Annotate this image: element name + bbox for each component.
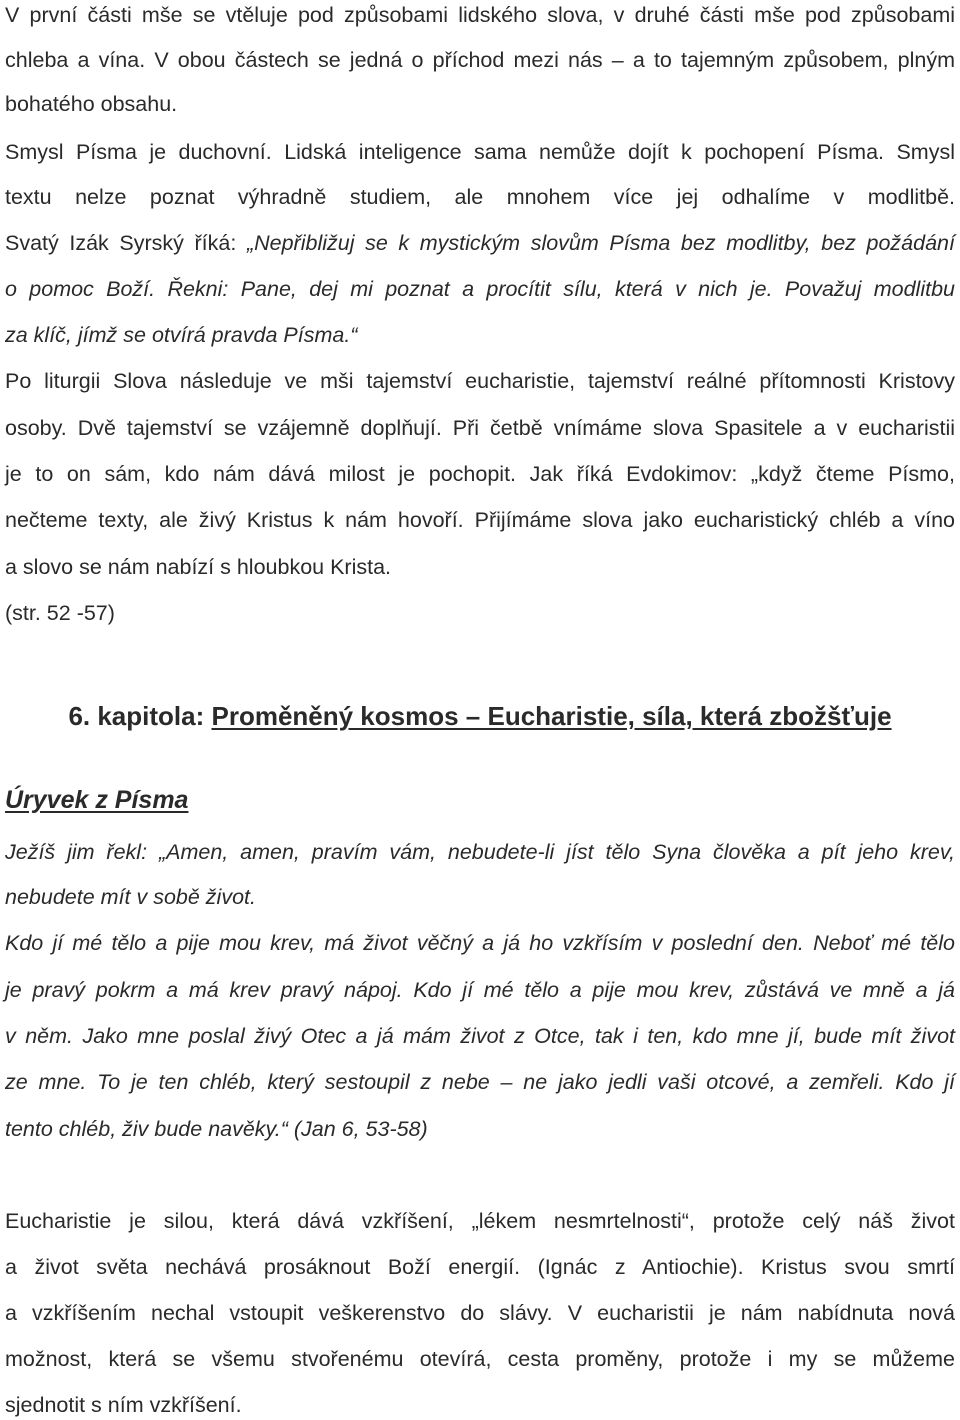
closing-line-2: a život světa nechává prosáknout Boží energií. (Ignác z Antiochie). Kristus svou smrtí bbox=[5, 1255, 955, 1279]
excerpt-line-2: nebudete mít v sobě život. bbox=[5, 885, 256, 909]
quote-line-1 bbox=[5, 228, 955, 258]
excerpt-line-1: Ježíš jim řekl: „Amen, amen, pravím vám, nebudete-li jíst tělo Syna člověka a pít jeho krev, bbox=[5, 840, 955, 864]
page-reference: (str. 52 -57) bbox=[5, 601, 115, 625]
intro-line-2: chleba a vína. V obou částech se jedná o příchod mezi nás – a to tajemným způsobem, plným bbox=[5, 48, 955, 72]
closing-line-5: sjednotit s ním vzkříšení. bbox=[5, 1393, 242, 1417]
liturgy-line-3: je to on sám, kdo nám dává milost je pochopit. Jak říká Evdokimov: „když čteme Písmo, bbox=[5, 462, 955, 486]
intro-line-4: Smysl Písma je duchovní. Lidská inteligence sama nemůže dojít k pochopení Písma. Smysl bbox=[5, 140, 955, 164]
quote-attribution: Svatý Izák Syrský říká: bbox=[5, 231, 247, 255]
quote-line-2: o pomoc Boží. Řekni: Pane, dej mi poznat a procítit sílu, která v nich je. Považuj modlitbu bbox=[5, 277, 955, 301]
quote-italic-start: „Nepřibližuj se k mystickým slovům Písma bez modlitby, bez požádání bbox=[246, 231, 955, 255]
intro-line-3: bohatého obsahu. bbox=[5, 92, 178, 116]
excerpt-heading: Úryvek z Písma bbox=[5, 786, 189, 814]
chapter-heading bbox=[0, 699, 960, 733]
excerpt-line-5: v něm. Jako mne poslal živý Otec a já mám život z Otce, tak i ten, kdo mne jí, bude mít život bbox=[5, 1024, 955, 1048]
closing-line-4: možnost, která se všemu stvořenému otevírá, cesta proměny, protože i my se můžeme bbox=[5, 1347, 955, 1371]
closing-line-3: a vzkříšením nechal vstoupit veškerenstvo do slávy. V eucharistii je nám nabídnuta nová bbox=[5, 1301, 955, 1325]
closing-line-1: Eucharistie je silou, která dává vzkříšení, „lékem nesmrtelnosti“, protože celý náš život bbox=[5, 1209, 955, 1233]
quote-line-3: za klíč, jímž se otvírá pravda Písma.“ bbox=[5, 323, 358, 347]
liturgy-line-5: a slovo se nám nabízí s hloubkou Krista. bbox=[5, 555, 392, 579]
chapter-number: 6. kapitola: bbox=[68, 701, 212, 731]
liturgy-line-4: nečteme texty, ale živý Kristus k nám hovoří. Přijímáme slova jako eucharistický chléb a víno bbox=[5, 508, 955, 532]
liturgy-line-2: osoby. Dvě tajemství se vzájemně doplňují. Při četbě vnímáme slova Spasitele a v eucharistii bbox=[5, 416, 955, 440]
intro-line-5: textu nelze poznat výhradně studiem, ale mnohem více jej odhalíme v modlitbě. bbox=[5, 185, 955, 209]
liturgy-line-1: Po liturgii Slova následuje ve mši tajemství eucharistie, tajemství reálné přítomnosti Kristovy bbox=[5, 369, 955, 393]
excerpt-line-6: ze mne. To je ten chléb, který sestoupil z nebe – ne jako jedli vaši otcové, a zemřeli. Kdo jí bbox=[5, 1070, 955, 1094]
excerpt-line-7: tento chléb, živ bude navěky.“ (Jan 6, 53-58) bbox=[5, 1117, 428, 1141]
chapter-title: Proměněný kosmos – Eucharistie, síla, která zbožšťuje bbox=[211, 701, 892, 731]
intro-line-1: V první části mše se vtěluje pod způsobami lidského slova, v druhé části mše pod způsobami bbox=[5, 3, 955, 27]
excerpt-line-4: je pravý pokrm a má krev pravý nápoj. Kdo jí mé tělo a pije mou krev, zůstává ve mně a já bbox=[5, 978, 955, 1002]
excerpt-line-3: Kdo jí mé tělo a pije mou krev, má život věčný a já ho vzkřísím v poslední den. Neboť mé tělo bbox=[5, 931, 955, 955]
